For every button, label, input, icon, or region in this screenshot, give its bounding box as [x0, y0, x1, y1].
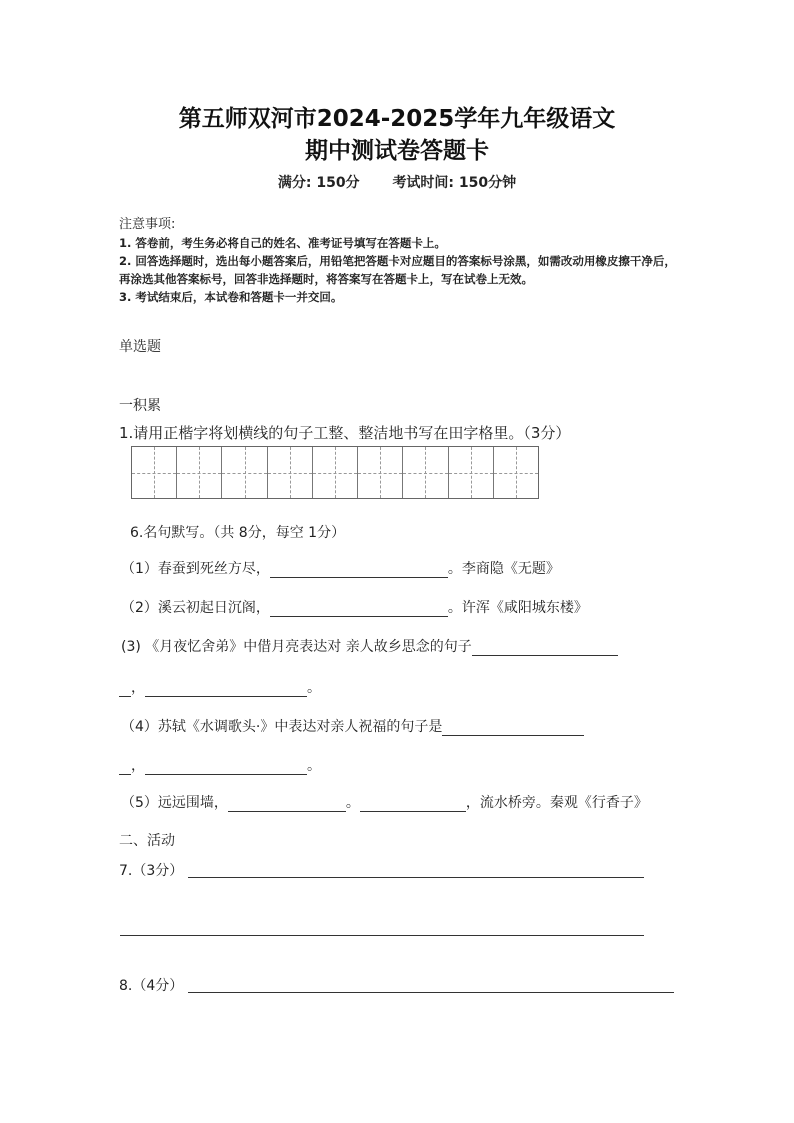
q6-3-end: 。 — [307, 680, 321, 696]
notice-item-3: 3. 考试结束后，本试卷和答题卡一并交回。 — [119, 290, 343, 304]
title-line-2: 期中测试卷答题卡 — [305, 138, 489, 164]
answer-blank[interactable] — [119, 760, 131, 775]
question-6-4 — [121, 716, 584, 736]
title-line-1: 第五师双河市2024-2025学年九年级语文 — [178, 106, 616, 132]
exam-time: 考试时间: 150分钟 — [392, 175, 517, 191]
q6-1-source: 。李商隐《无题》 — [447, 561, 560, 577]
score-info — [0, 172, 794, 192]
q6-3-prompt: (3) 《月夜忆舍弟》中借月亮表达对 亲人故乡思念的句子 — [121, 639, 472, 655]
q6-5-source: ，流水桥旁。秦观《行香子》 — [465, 795, 648, 811]
q6-5-prompt: （5）远远围墙， — [121, 795, 228, 811]
grid-cell[interactable] — [132, 447, 176, 498]
notice-item-2: 2. 回答选择题时，选出每小题答案后，用铅笔把答题卡对应题目的答案标号涂黑，如需改动用橡皮擦干净后，再涂选其他答案标号，回答非选择题时，将答案写在答题卡上，写在试卷上无效。 — [119, 254, 676, 286]
q6-5-mid: 。 — [345, 795, 360, 811]
answer-blank[interactable] — [360, 797, 466, 812]
grid-cell[interactable] — [267, 447, 312, 498]
grid-cell[interactable] — [312, 447, 357, 498]
q6-1-prompt: （1）春蚕到死丝方尽， — [121, 561, 270, 577]
question-6: 6.名句默写。（共 8分，每空 1分） — [130, 525, 346, 541]
section-activity: 二、活动 — [119, 833, 175, 849]
q6-2-source: 。许浑《咸阳城东楼》 — [447, 600, 588, 616]
answer-blank[interactable] — [472, 641, 618, 656]
grid-cell[interactable] — [357, 447, 402, 498]
question-6-3 — [121, 636, 618, 656]
question-6-3-cont: ， 。 — [119, 677, 321, 697]
notice-item-1: 1. 答卷前，考生务必将自己的姓名、准考证号填写在答题卡上。 — [119, 236, 446, 250]
grid-cell[interactable] — [493, 447, 538, 498]
answer-blank[interactable] — [145, 760, 307, 775]
q6-2-prompt: （2）溪云初起日沉阁， — [121, 600, 270, 616]
question-6-1 — [121, 558, 560, 578]
section-single-choice: 单选题 — [119, 339, 161, 355]
grid-cell[interactable] — [402, 447, 447, 498]
q6-4-prompt: （4）苏轼《水调歌头·》中表达对亲人祝福的句子是 — [121, 719, 443, 735]
grid-cell[interactable] — [176, 447, 221, 498]
q7-answer-line-2[interactable] — [120, 935, 644, 936]
notice-block — [119, 216, 679, 306]
q6-4-end: 。 — [307, 758, 321, 774]
question-7: 7.（3分） — [119, 863, 184, 879]
q7-answer-line-1[interactable] — [188, 877, 644, 878]
full-score: 满分: 150分 — [277, 175, 360, 191]
answer-blank[interactable] — [270, 602, 448, 617]
question-8: 8.（4分） — [119, 978, 184, 994]
answer-blank[interactable] — [119, 682, 131, 697]
answer-blank[interactable] — [442, 721, 584, 736]
question-6-5 — [121, 792, 648, 812]
grid-cell[interactable] — [221, 447, 266, 498]
question-6-4-cont: ， 。 — [119, 755, 321, 775]
answer-blank[interactable] — [270, 563, 448, 578]
question-6-2 — [121, 597, 588, 617]
tianzige-grid[interactable] — [131, 446, 539, 499]
section-accumulation: 一积累 — [119, 398, 161, 414]
question-1: 1.请用正楷字将划横线的句子工整、整洁地书写在田字格里。（3分） — [119, 424, 571, 442]
notice-heading: 注意事项: — [119, 217, 176, 232]
grid-cell[interactable] — [448, 447, 493, 498]
q8-answer-line[interactable] — [188, 992, 674, 993]
answer-blank[interactable] — [228, 797, 346, 812]
answer-blank[interactable] — [145, 682, 307, 697]
